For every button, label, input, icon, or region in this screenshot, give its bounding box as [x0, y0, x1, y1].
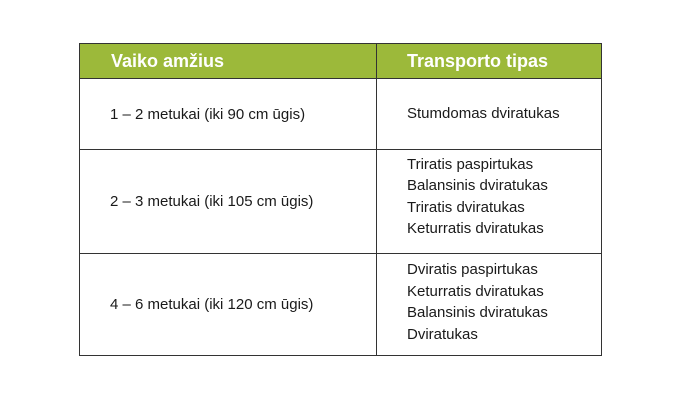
age-cell: 1 – 2 metukai (iki 90 cm ūgis): [80, 79, 377, 149]
table-row: [80, 150, 601, 254]
transport-cell: [377, 254, 601, 355]
header-age: Vaiko amžius: [80, 44, 377, 78]
age-cell: 4 – 6 metukai (iki 120 cm ūgis): [80, 254, 377, 355]
transport-list: [407, 259, 548, 345]
transport-item: Triratis dviratukas: [407, 198, 525, 216]
transport-list: [407, 103, 560, 125]
transport-list: [407, 154, 548, 240]
transport-item: Stumdomas dviratukas: [407, 105, 560, 123]
age-transport-table: [79, 43, 602, 356]
table-row: [80, 254, 601, 355]
transport-item: Keturratis dviratukas: [407, 282, 544, 300]
table-header-row: [80, 44, 601, 79]
transport-item: Dviratis paspirtukas: [407, 261, 538, 278]
transport-item: Keturratis dviratukas: [407, 220, 544, 237]
table-row: [80, 79, 601, 150]
transport-item: Triratis paspirtukas: [407, 155, 534, 173]
transport-cell: [377, 79, 601, 149]
transport-item: Balansinis dviratukas: [407, 304, 548, 321]
age-cell: 2 – 3 metukai (iki 105 cm ūgis): [80, 150, 377, 253]
transport-cell: [377, 150, 601, 253]
transport-item: Balansinis dviratukas: [407, 177, 548, 194]
header-transport-type: Transporto tipas: [407, 50, 549, 71]
transport-item: Dviratukas: [407, 325, 478, 343]
